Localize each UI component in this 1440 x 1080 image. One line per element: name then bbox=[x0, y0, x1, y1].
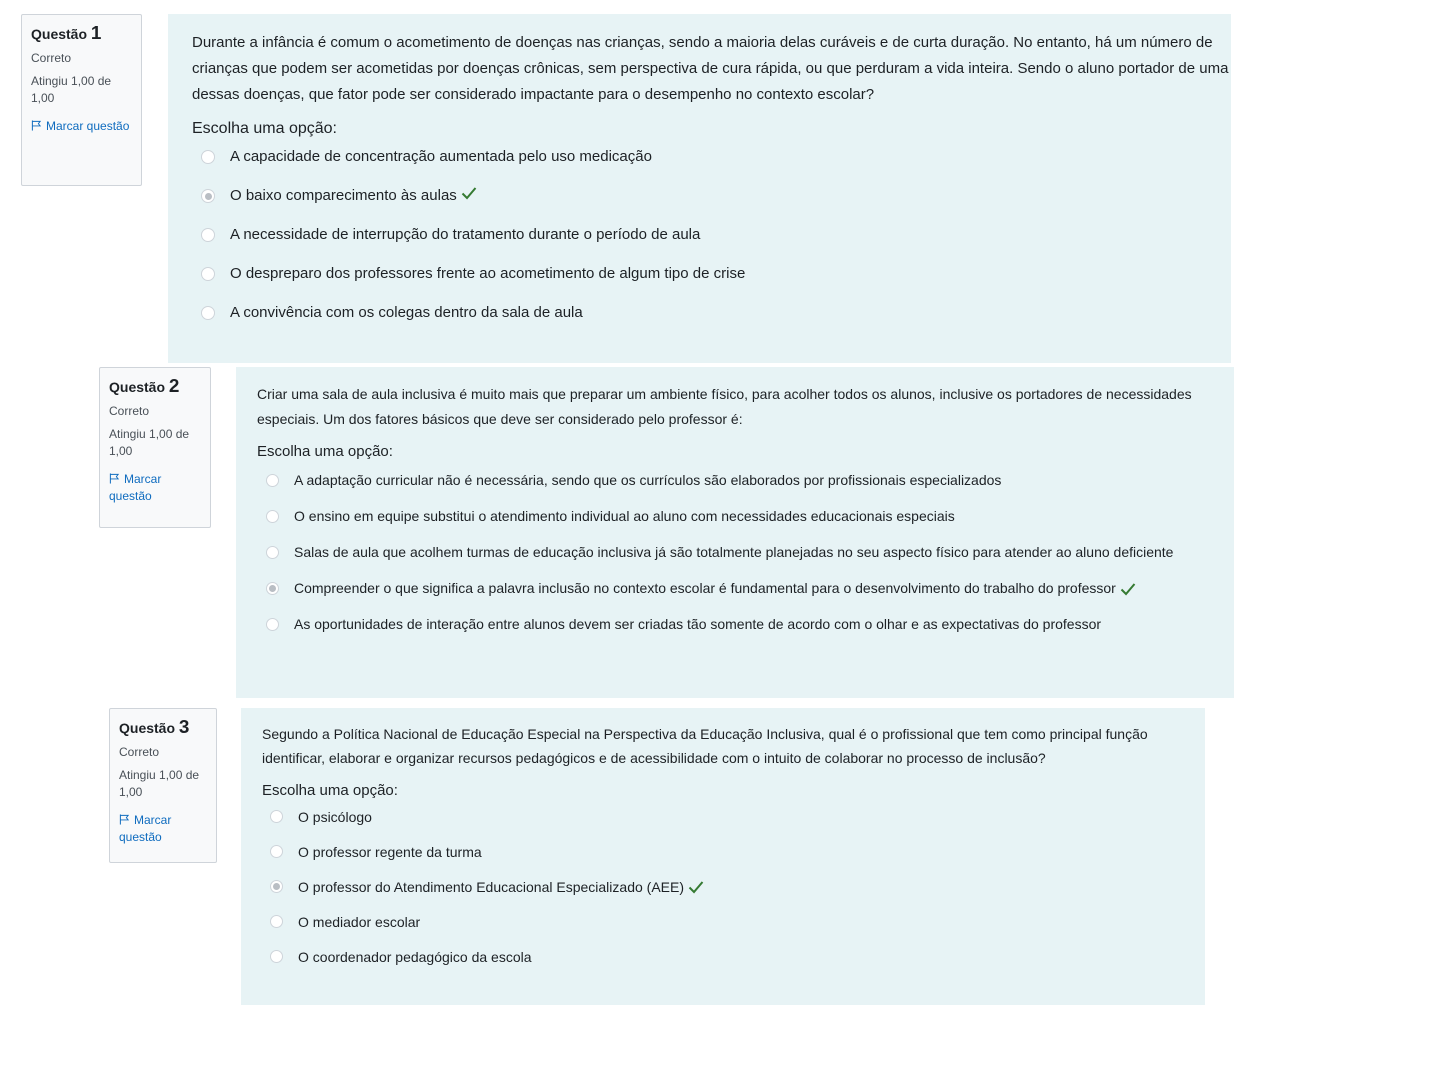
question-1-info bbox=[21, 14, 142, 186]
answer-option[interactable] bbox=[262, 805, 1205, 829]
answer-text: O professor regente da turma bbox=[298, 844, 482, 860]
question-text: Criar uma sala de aula inclusiva é muito mais que preparar um ambiente físico, para acolher todos os alunos, inclusive os portadores de necessidades especiais. Um dos fatores básicos que deve ser considerado pelo professor é: bbox=[257, 386, 1192, 427]
answer-option[interactable] bbox=[192, 147, 1231, 186]
question-number bbox=[31, 23, 132, 45]
flag-question-link[interactable] bbox=[31, 118, 132, 135]
answer-option[interactable] bbox=[257, 576, 1234, 601]
answer-option[interactable] bbox=[262, 945, 1205, 969]
answer-option[interactable] bbox=[262, 875, 1205, 899]
answer-list bbox=[192, 147, 1231, 342]
flag-question-link[interactable] bbox=[109, 471, 201, 506]
question-label: Questão bbox=[109, 379, 166, 395]
question-number bbox=[109, 376, 201, 398]
question-state: Correto bbox=[31, 51, 72, 65]
answer-radio-selected[interactable] bbox=[270, 880, 283, 893]
question-grade: Atingiu 1,00 de 1,00 bbox=[31, 74, 112, 106]
question-2-content bbox=[236, 367, 1234, 698]
answer-option[interactable] bbox=[257, 504, 1234, 529]
question-number-value: 2 bbox=[168, 376, 180, 397]
question-grade: Atingiu 1,00 de 1,00 bbox=[119, 768, 200, 800]
answer-option[interactable] bbox=[262, 910, 1205, 934]
question-number bbox=[119, 717, 207, 739]
answer-radio[interactable] bbox=[270, 950, 283, 963]
flag-icon bbox=[119, 814, 130, 825]
flag-question-link[interactable] bbox=[119, 812, 207, 847]
answer-option[interactable] bbox=[192, 225, 1231, 264]
flag-question-label: Marcar questão bbox=[109, 471, 162, 504]
check-icon bbox=[688, 880, 704, 894]
flag-question-label: Marcar questão bbox=[119, 812, 172, 845]
answer-radio[interactable] bbox=[201, 306, 215, 320]
question-label: Questão bbox=[31, 26, 88, 42]
answer-list bbox=[262, 805, 1205, 969]
question-text: Durante a infância é comum o acometimento de doenças nas crianças, sendo a maioria delas curáveis e de curta duração. No entanto, há um número de crianças que podem ser acometidas por doenças crônicas, sem perspectiva de cura rápida, ou que perduram a vida inteira. Sendo o aluno portador de uma dessas doenças, que fator pode ser considerado impactante para o desempenho no contexto escolar? bbox=[192, 34, 1229, 103]
answer-radio-selected[interactable] bbox=[201, 189, 215, 203]
answer-radio[interactable] bbox=[266, 618, 279, 631]
answer-option[interactable] bbox=[262, 840, 1205, 864]
check-icon bbox=[461, 186, 477, 200]
question-number-value: 3 bbox=[178, 717, 190, 738]
answer-text: A necessidade de interrupção do tratamento durante o período de aula bbox=[230, 226, 701, 243]
answer-text: Compreender o que significa a palavra inclusão no contexto escolar é fundamental para o desenvolvimento do trabalho do professor bbox=[294, 580, 1116, 596]
question-state: Correto bbox=[119, 745, 160, 759]
answer-text: O mediador escolar bbox=[298, 914, 421, 930]
question-2-info bbox=[99, 367, 211, 528]
answer-prompt: Escolha uma opção: bbox=[192, 120, 337, 137]
question-1-content bbox=[168, 14, 1231, 363]
answer-radio[interactable] bbox=[201, 267, 215, 281]
answer-radio[interactable] bbox=[270, 845, 283, 858]
answer-text: O psicólogo bbox=[298, 809, 372, 825]
answer-list bbox=[257, 468, 1234, 637]
question-text: Segundo a Política Nacional de Educação Especial na Perspectiva da Educação Inclusiva, qual é o profissional que tem como principal função identificar, elaborar e organizar recursos pedagógicos e de acessibilidade com o intuito de colaborar no processo de inclusão? bbox=[262, 726, 1148, 766]
answer-text: Salas de aula que acolhem turmas de educação inclusiva já são totalmente planejadas no seu aspecto físico para atender ao aluno deficiente bbox=[294, 544, 1174, 560]
answer-radio-selected[interactable] bbox=[266, 582, 279, 595]
answer-radio[interactable] bbox=[266, 546, 279, 559]
check-icon bbox=[1120, 582, 1136, 596]
answer-text: O professor do Atendimento Educacional Especializado (AEE) bbox=[298, 879, 684, 895]
answer-text: A adaptação curricular não é necessária, sendo que os currículos são elaborados por profissionais especializados bbox=[294, 472, 1002, 488]
answer-option[interactable] bbox=[192, 186, 1231, 225]
answer-option[interactable] bbox=[257, 612, 1234, 637]
question-3-info bbox=[109, 708, 217, 863]
answer-prompt: Escolha uma opção: bbox=[262, 782, 398, 799]
answer-text: A capacidade de concentração aumentada pelo uso medicação bbox=[230, 148, 652, 165]
answer-text: O ensino em equipe substitui o atendimento individual ao aluno com necessidades educacionais especiais bbox=[294, 508, 955, 524]
question-3-content bbox=[241, 708, 1205, 1005]
answer-option[interactable] bbox=[192, 303, 1231, 342]
question-state: Correto bbox=[109, 404, 150, 418]
answer-text: O coordenador pedagógico da escola bbox=[298, 949, 532, 965]
answer-text: As oportunidades de interação entre alunos devem ser criadas tão somente de acordo com o olhar e as expectativas do professor bbox=[294, 616, 1102, 632]
answer-prompt: Escolha uma opção: bbox=[257, 443, 393, 460]
answer-text: A convivência com os colegas dentro da sala de aula bbox=[230, 304, 583, 321]
answer-radio[interactable] bbox=[266, 510, 279, 523]
flag-icon bbox=[109, 473, 120, 484]
question-grade: Atingiu 1,00 de 1,00 bbox=[109, 427, 190, 459]
answer-text: O despreparo dos professores frente ao acometimento de algum tipo de crise bbox=[230, 265, 746, 282]
answer-radio[interactable] bbox=[270, 810, 283, 823]
answer-text: O baixo comparecimento às aulas bbox=[230, 187, 457, 204]
flag-question-label: Marcar questão bbox=[46, 118, 130, 133]
question-label: Questão bbox=[119, 720, 176, 736]
answer-option[interactable] bbox=[192, 264, 1231, 303]
question-number-value: 1 bbox=[90, 23, 102, 44]
answer-radio[interactable] bbox=[201, 150, 215, 164]
answer-option[interactable] bbox=[257, 468, 1234, 493]
answer-radio[interactable] bbox=[270, 915, 283, 928]
answer-radio[interactable] bbox=[266, 474, 279, 487]
answer-option[interactable] bbox=[257, 540, 1234, 565]
flag-icon bbox=[31, 120, 42, 131]
answer-radio[interactable] bbox=[201, 228, 215, 242]
